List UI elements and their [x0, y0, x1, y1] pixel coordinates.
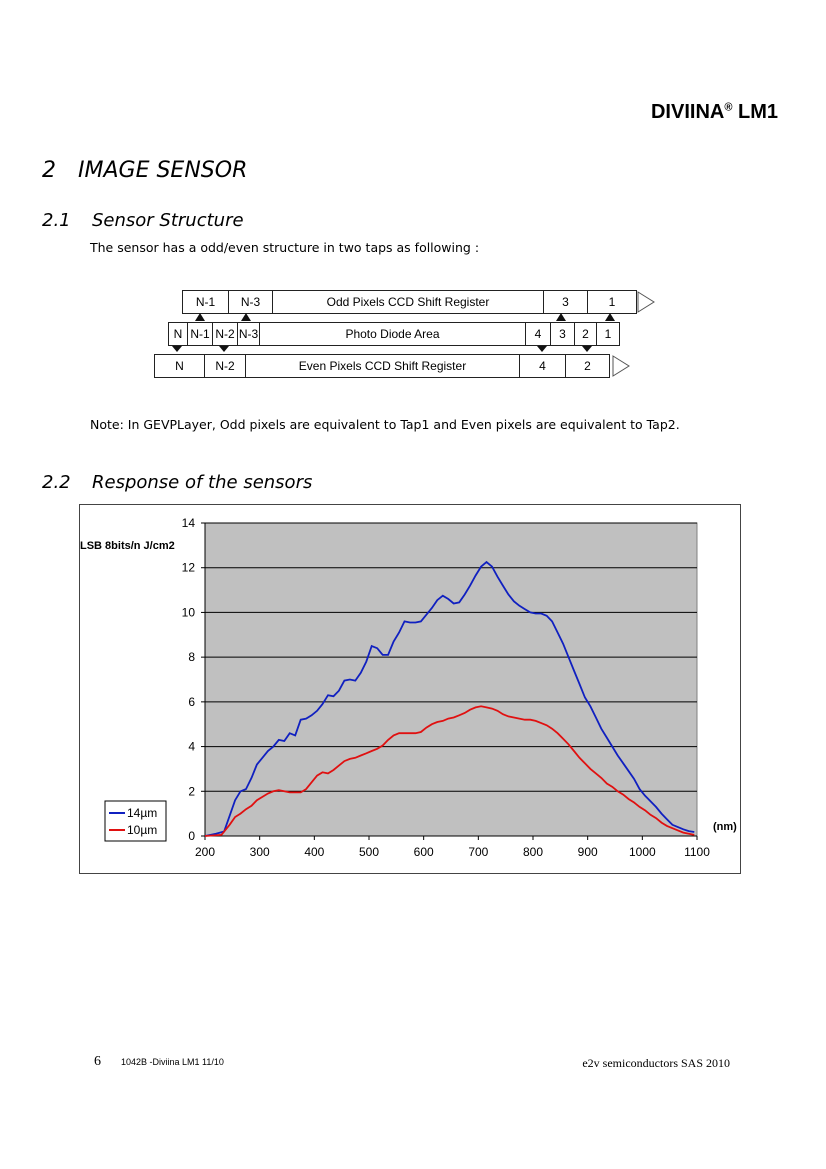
- y-axis-title: LSB 8bits/n J/cm2: [80, 540, 175, 552]
- subsection-number: 2.1: [42, 210, 71, 231]
- odd-cell-1: 1: [587, 290, 637, 314]
- arrow-down-icon: [537, 346, 547, 352]
- x-tick-label: 700: [468, 845, 489, 859]
- arrow-up-icon: [195, 313, 205, 321]
- x-axis-title: (nm): [713, 821, 737, 833]
- photo-cell-4: 4: [525, 322, 551, 346]
- y-tick-label: 2: [188, 784, 195, 799]
- arrow-down-icon: [219, 346, 229, 352]
- even-shift-register: Even Pixels CCD Shift Register: [245, 354, 520, 378]
- plot-area: [205, 523, 697, 836]
- x-tick-label: 400: [304, 845, 325, 859]
- x-tick-label: 1000: [628, 845, 656, 859]
- product-model: LM1: [738, 101, 778, 123]
- legend-label-2: 10µm: [127, 823, 158, 837]
- y-tick-label: 12: [181, 560, 195, 575]
- odd-cell-n-1: N-1: [182, 290, 229, 314]
- arrow-up-icon: [241, 313, 251, 321]
- even-cell-n-2: N-2: [204, 354, 246, 378]
- x-tick-label: 800: [522, 845, 544, 859]
- y-tick-label: 8: [188, 650, 195, 665]
- structure-intro-text: The sensor has a odd/even structure in two taps as following :: [90, 240, 480, 255]
- even-cell-n: N: [154, 354, 205, 378]
- y-tick-label: 6: [188, 694, 195, 709]
- arrow-down-icon: [582, 346, 592, 352]
- subsection-heading-response: [42, 472, 312, 493]
- x-tick-label: 300: [249, 845, 270, 859]
- sensor-structure-diagram: [150, 280, 670, 390]
- odd-shift-register: Odd Pixels CCD Shift Register: [272, 290, 544, 314]
- y-tick-label: 10: [181, 605, 195, 620]
- photo-diode-area: Photo Diode Area: [259, 322, 526, 346]
- x-tick-label: 1100: [684, 845, 710, 859]
- photo-cell-n: N: [168, 322, 188, 346]
- photo-cell-n-3: N-3: [237, 322, 260, 346]
- photo-cell-3: 3: [550, 322, 575, 346]
- product-header: [651, 101, 778, 124]
- subsection-number: 2.2: [42, 472, 71, 493]
- x-tick-label: 900: [577, 845, 598, 859]
- even-cell-2: 2: [565, 354, 610, 378]
- subsection-heading-structure: [42, 210, 244, 231]
- photo-cell-2: 2: [574, 322, 597, 346]
- legend-label-1: 14µm: [127, 806, 158, 820]
- chart-canvas: [80, 505, 740, 873]
- y-tick-label: 14: [181, 516, 195, 530]
- photo-cell-n-1: N-1: [187, 322, 213, 346]
- x-tick-label: 500: [358, 845, 380, 859]
- page-number: 6: [94, 1054, 101, 1069]
- subsection-title: Response of the sensors: [92, 472, 313, 493]
- document-reference: 1042B -Diviina LM1 11/10: [121, 1057, 224, 1067]
- odd-cell-n-3: N-3: [228, 290, 273, 314]
- x-tick-label: 200: [194, 845, 216, 859]
- photo-cell-n-2: N-2: [212, 322, 238, 346]
- y-tick-label: 4: [188, 739, 195, 754]
- even-cell-4: 4: [519, 354, 566, 378]
- tap-note-text: Note: In GEVPLayer, Odd pixels are equivalent to Tap1 and Even pixels are equivalent to Tap2.: [90, 417, 680, 432]
- spectral-response-chart: [79, 504, 741, 874]
- registered-mark: ®: [724, 101, 733, 114]
- transfer-arrows: [150, 280, 670, 390]
- x-tick-label: 600: [413, 845, 434, 859]
- y-tick-label: 0: [188, 829, 195, 843]
- photo-cell-1: 1: [596, 322, 620, 346]
- section-title: IMAGE SENSOR: [78, 158, 248, 183]
- arrow-up-icon: [556, 313, 566, 321]
- section-number: 2: [42, 158, 56, 183]
- arrow-down-icon: [172, 346, 182, 352]
- odd-cell-3: 3: [543, 290, 588, 314]
- product-name: DIVIINA: [650, 101, 725, 123]
- copyright-text: e2v semiconductors SAS 2010: [582, 1056, 730, 1070]
- footer-left: [94, 1054, 224, 1070]
- section-heading: [42, 158, 247, 183]
- subsection-title: Sensor Structure: [92, 210, 244, 231]
- arrow-up-icon: [605, 313, 615, 321]
